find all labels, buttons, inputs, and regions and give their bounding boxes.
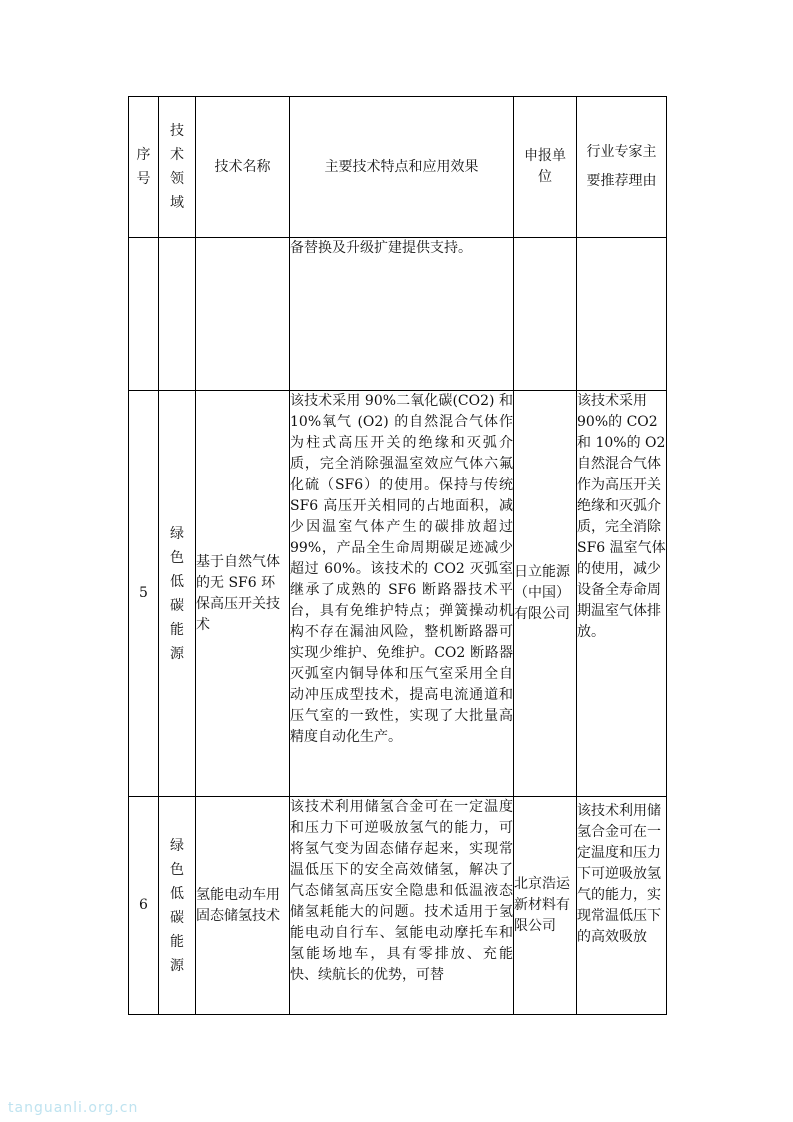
row-features: 该技术利用储氢合金可在一定温度和压力下可逆吸放氢气的能力，可将氢气变为固态储存起来，实现常温低压下的安全高效储氢，解决了气态储氢高压安全隐患和低温液态储氢耗能大的问题。技术适用于氢能电动自行车、氢能电动摩托车和氢能场地车，具有零排放、充能快、续航长的优势，可替 bbox=[290, 797, 514, 1015]
row-name: 氢能电动车用固态储氢技术 bbox=[196, 797, 290, 1015]
header-name: 技术名称 bbox=[196, 97, 290, 238]
table-row bbox=[129, 797, 667, 1015]
row-field: 绿色低碳能源 bbox=[159, 797, 196, 1015]
row-field bbox=[159, 238, 196, 391]
header-field: 技术领域 bbox=[159, 97, 196, 238]
row-unit bbox=[514, 238, 577, 391]
row-unit: 日立能源（中国）有限公司 bbox=[514, 391, 577, 797]
table-row bbox=[129, 391, 667, 797]
table-row bbox=[129, 238, 667, 391]
watermark-text: tanguanli.org.cn bbox=[8, 1100, 139, 1116]
row-unit: 北京浩运新材料有限公司 bbox=[514, 797, 577, 1015]
row-features: 该技术采用 90%二氧化碳(CO2) 和 10%氧气 (O2) 的自然混合气体作为柱式高压开关的绝缘和灭弧介质，完全消除强温室效应气体六氟化硫（SF6）的使用。保持与传统 SF6 高压开关相同的占地面积，减少因温室气体产生的碳排放超过 99%，产品全生命周期碳足迹减少超过 60%。该技术的 CO2 灭弧室继承了成熟的 SF6 断路器技术平台，具有免维护特点；弹簧操动机构不存在漏油风险，整机断路器可实现少维护、免维护。CO2 断路器灭弧室内铜导体和压气室采用全自动冲压成型技术，提高电流通道和压气室的一致性，实现了大批量高精度自动化生产。 bbox=[290, 391, 514, 797]
header-index: 序号 bbox=[129, 97, 159, 238]
row-field: 绿色低碳能源 bbox=[159, 391, 196, 797]
row-name: 基于自然气体的无 SF6 环保高压开关技术 bbox=[196, 391, 290, 797]
row-index: 5 bbox=[129, 391, 159, 797]
row-index bbox=[129, 238, 159, 391]
header-features: 主要技术特点和应用效果 bbox=[290, 97, 514, 238]
header-reason: 行业专家主要推荐理由 bbox=[577, 97, 667, 238]
table-header-row bbox=[129, 97, 667, 238]
header-unit: 申报单位 bbox=[514, 97, 577, 238]
row-name bbox=[196, 238, 290, 391]
technology-table bbox=[128, 96, 667, 1015]
row-reason bbox=[577, 238, 667, 391]
row-features: 备替换及升级扩建提供支持。 bbox=[290, 238, 514, 391]
row-reason: 该技术采用 90%的 CO2 和 10%的 O2 自然混合气体作为高压开关绝缘和灭弧介质，完全消除 SF6 温室气体的使用，减少设备全寿命周期温室气体排放。 bbox=[577, 391, 667, 797]
row-reason: 该技术利用储氢合金可在一定温度和压力下可逆吸放氢气的能力，实现常温低压下的高效吸放 bbox=[577, 797, 667, 1015]
row-index: 6 bbox=[129, 797, 159, 1015]
